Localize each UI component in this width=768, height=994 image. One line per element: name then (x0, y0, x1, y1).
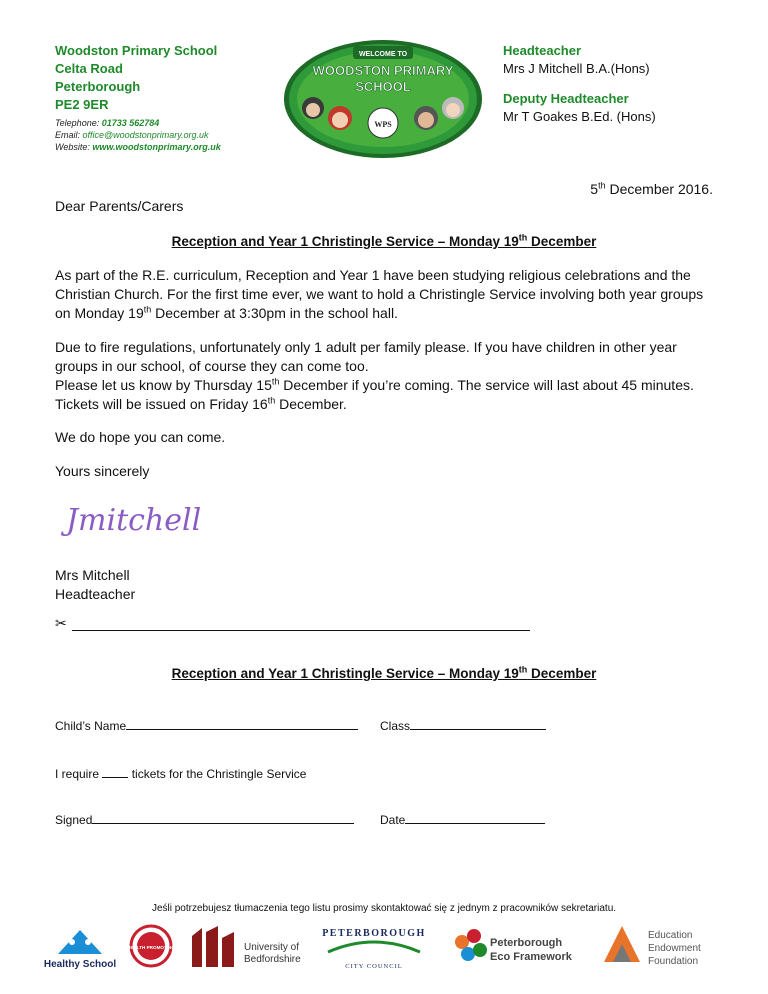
school-logo (283, 38, 483, 160)
eco-framework-logo (450, 922, 580, 972)
signature (62, 492, 202, 552)
website-link[interactable]: www.woodstonprimary.org.uk (92, 142, 221, 152)
head-name: Mrs J Mitchell B.A.(Hons) (503, 61, 650, 76)
paragraph-3: We do hope you can come. (55, 429, 226, 445)
tickets-field[interactable]: I require tickets for the Christingle Service (55, 764, 306, 781)
email-link[interactable]: office@woodstonprimary.org.uk (82, 130, 209, 140)
logo-line2: SCHOOL (355, 79, 411, 94)
class-input[interactable] (410, 716, 546, 730)
eef-line3: Foundation (648, 956, 699, 967)
translation-note: Jeśli potrzebujesz tłumaczenia tego listu prosimy skontaktować się z jednym z pracowników sekretariatu. (151, 903, 617, 914)
deputy-name: Mr T Goakes B.Ed. (Hons) (503, 109, 656, 124)
logo-badge: WPS (374, 120, 392, 129)
peterborough-city-council-logo (318, 922, 430, 972)
uni-line1: University of (244, 942, 300, 953)
school-name: Woodston Primary School (55, 43, 218, 58)
eef-line1: Education (648, 930, 693, 941)
child-name-field[interactable]: Child’s Name (55, 716, 358, 733)
class-field[interactable]: Class (380, 716, 546, 733)
school-address (55, 42, 217, 114)
letter-title: Reception and Year 1 Christingle Service – Monday 19th December (171, 232, 597, 249)
closing: Yours sincerely (55, 463, 150, 479)
staff-block (503, 42, 656, 126)
date-input[interactable] (405, 810, 545, 824)
school-postcode: PE2 9ER (55, 97, 109, 112)
tickets-input[interactable] (102, 764, 128, 778)
pcc-line1: PETERBOROUGH (322, 928, 426, 939)
deputy-role: Deputy Headteacher (503, 91, 629, 106)
salutation: Dear Parents/Carers (55, 198, 184, 214)
healthy-school-text: Healthy School (43, 959, 117, 970)
health-promoting-logo (123, 922, 179, 972)
logo-welcome: WELCOME TO (358, 51, 408, 58)
school-city: Peterborough (55, 79, 141, 94)
uni-line2: Bedfordshire (244, 954, 301, 965)
child-name-input[interactable] (126, 716, 358, 730)
healthy-school-logo (44, 922, 116, 972)
signature-text: Jmitchell (66, 503, 202, 538)
telephone: 01733 562784 (101, 118, 160, 128)
pcc-line2: CITY COUNCIL (345, 963, 403, 970)
date-field[interactable]: Date (380, 810, 545, 827)
school-contact: Telephone: 01733 562784 Email: office@woodstonprimary.org.uk Website: www.woodstonprimary.org.uk (55, 118, 221, 152)
signer-name: Mrs Mitchell (55, 567, 130, 583)
school-street: Celta Road (55, 61, 123, 76)
signed-field[interactable]: Signed (55, 810, 354, 827)
eco-line1: Peterborough (490, 937, 563, 949)
university-of-bedfordshire-logo (188, 922, 308, 972)
slip-title: Reception and Year 1 Christingle Service – Monday 19th December (171, 664, 597, 681)
health-promoting-text: HEALTH PROMOTING (127, 945, 175, 950)
cut-line (72, 630, 530, 631)
signed-input[interactable] (92, 810, 354, 824)
scissors-icon: ✂ (55, 615, 67, 631)
eef-line2: Endowment (648, 943, 701, 954)
logo-line1: WOODSTON PRIMARY (312, 63, 454, 78)
eco-line2: Eco Framework (490, 951, 572, 963)
head-role: Headteacher (503, 43, 582, 58)
education-endowment-foundation-logo (600, 922, 725, 972)
paragraph-2: Due to fire regulations, unfortunately only 1 adult per family please. If you have children in other year groups in our school, of course they can come too. Please let us know by Thursday 15th December if you’re coming. The service will last about 45 minutes. Tickets will be issued on Friday 16th December. (55, 339, 694, 412)
letter-date: 5th December 2016. (590, 180, 713, 197)
signer (55, 566, 135, 604)
paragraph-1: As part of the R.E. curriculum, Reception and Year 1 have been studying religious celebrations and the Christian Church. For the first time ever, we want to hold a Christingle Service involving both year groups on Monday 19th December at 3:30pm in the school hall. (55, 267, 704, 321)
signer-role: Headteacher (55, 586, 136, 602)
